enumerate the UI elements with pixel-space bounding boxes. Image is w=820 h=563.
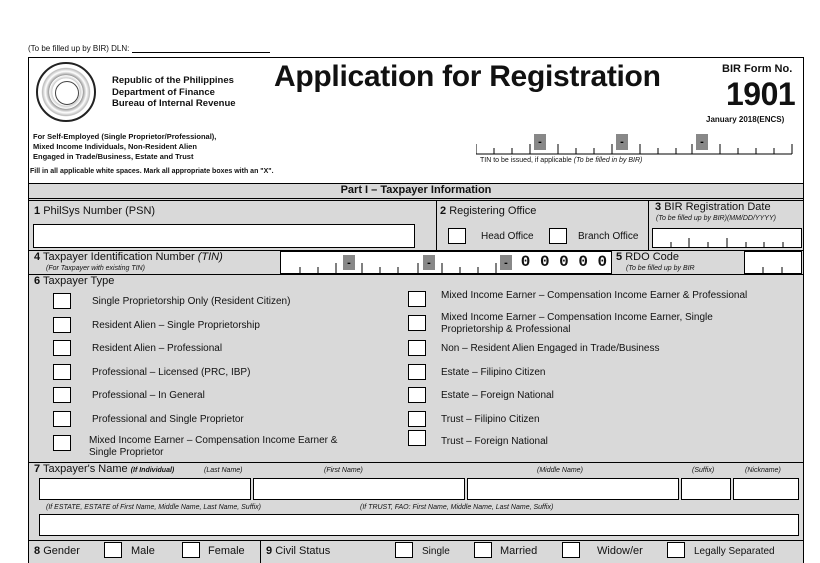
type-checkbox[interactable] [53,293,71,309]
divider [29,540,803,541]
branch-digit: 0 [578,253,588,271]
issued-tin-cells[interactable] [476,130,794,156]
type-checkbox[interactable] [408,430,426,446]
field-label: Taxpayer Identification Number [42,251,195,263]
tin-note: (For Taxpayer with existing TIN) [46,265,145,272]
applicability-line: Engaged in Trade/Business, Estate and Trust [33,152,194,161]
branch-digit: 0 [597,253,608,271]
svg-text:-: - [504,257,508,269]
form-label: BIR Form No. [722,63,793,75]
type-option: Trust – Foreign National [441,436,548,447]
field-label: BIR Registration Date [664,201,771,213]
gender-label [34,545,80,557]
branch-office-label: Branch Office [578,231,639,242]
field-number: 5 [616,251,623,263]
svg-text:-: - [700,136,704,148]
type-option: Non – Resident Alien Engaged in Trade/Business [441,343,660,354]
type-checkbox[interactable] [53,317,71,333]
type-option: Estate – Foreign National [441,390,554,401]
single-checkbox[interactable] [395,542,413,558]
branch-digit: 0 [559,253,569,271]
type-checkbox[interactable] [408,364,426,380]
type-option: Professional – Licensed (PRC, IBP) [92,367,251,378]
male-label: Male [131,545,155,557]
female-label: Female [208,545,245,557]
male-checkbox[interactable] [104,542,122,558]
type-option: Single Proprietorship Only (Resident Citizen) [92,296,291,307]
part1-title: Part I – Taxpayer Information [29,183,803,199]
field-qualifier: (If Individual) [130,467,175,474]
widow-checkbox[interactable] [562,542,580,558]
org-line: Republic of the Philippines [112,75,234,86]
estate-trust-name-input[interactable] [39,514,799,536]
middle-name-caption: (Middle Name) [537,467,583,474]
svg-text:-: - [427,257,431,269]
psn-label [34,205,155,217]
rdo-label [616,251,679,263]
tin-issued-caption [480,157,642,164]
field-label: Taxpayer's Name [42,463,128,475]
org-line: Department of Finance [112,86,215,98]
type-checkbox[interactable] [408,340,426,356]
divider [436,200,437,250]
field-number: 9 [266,545,273,557]
applicability-line: Mixed Income Individuals, Non-Resident Alien [33,142,197,151]
type-checkbox[interactable] [53,387,71,403]
dln-label: (To be filled up by BIR) DLN: [28,44,130,53]
nickname-input[interactable] [733,478,799,500]
branch-code-digits [516,253,612,273]
field-label: Registering Office [449,205,537,217]
type-option: Estate – Filipino Citizen [441,367,546,378]
legally-separated-checkbox[interactable] [667,542,685,558]
psn-input[interactable] [33,224,415,248]
field-number: 4 [34,251,41,263]
type-option: Professional – In General [92,390,205,401]
field-label-abbr: (TIN) [197,251,223,263]
type-option [441,312,713,336]
reg-date-note: (To be filled up by BIR)(MM/DD/YYYY) [656,215,776,222]
svg-text:-: - [620,136,624,148]
field-label: Civil Status [275,545,331,557]
org-line: Bureau of Internal Revenue [112,98,236,109]
suffix-caption: (Suffix) [692,467,715,474]
dln-field [28,44,328,53]
type-checkbox[interactable] [53,411,71,427]
form-number: 1901 [726,76,796,112]
trust-caption: (If TRUST, FAO: First Name, Middle Name, Last Name, Suffix) [360,504,554,511]
field-number: 8 [34,545,41,557]
form-date: January 2018(ENCS) [706,115,785,124]
legally-separated-label: Legally Separated [694,546,775,557]
type-checkbox[interactable] [53,435,71,451]
head-office-label: Head Office [481,231,534,242]
single-label: Single [422,546,450,557]
svg-text:-: - [347,257,351,269]
field-number: 2 [440,205,447,217]
type-option: Mixed Income Earner – Compensation Income Earner & Professional [441,290,748,301]
applicability-note [33,132,216,162]
taxpayer-name-label [34,463,174,475]
tin-label [34,251,223,263]
divider [29,274,803,275]
rdo-ticks [744,251,802,274]
taxpayer-type-label [34,275,114,287]
branch-digit: 0 [520,253,531,271]
type-checkbox[interactable] [408,291,426,307]
field-number: 1 [34,205,41,217]
tin-caption-text: TIN to be issued, if applicable [480,157,572,164]
type-option: Resident Alien – Single Proprietorship [92,320,260,331]
type-option: Trust – Filipino Citizen [441,414,540,425]
type-option: Professional and Single Proprietor [92,414,244,425]
field-label: Gender [43,545,80,557]
type-checkbox[interactable] [408,411,426,427]
first-name-input[interactable] [253,478,465,500]
reg-date-ticks [652,228,802,248]
married-label: Married [500,545,538,557]
applicability-line: For Self-Employed (Single Proprietor/Professional), [33,132,217,141]
last-name-caption: (Last Name) [204,467,243,474]
divider [648,200,649,250]
nickname-caption: (Nickname) [745,467,781,474]
dln-input[interactable] [132,45,270,53]
type-option-line: Mixed Income Earner – Compensation Income Earner, Single [441,312,713,323]
field-label: RDO Code [625,251,679,263]
widow-label: Widow/er [597,545,643,557]
type-option-line: Mixed Income Earner – Compensation Income Earner & [89,435,338,446]
married-checkbox[interactable] [474,542,492,558]
field-number: 3 [655,201,662,213]
reg-date-label [655,201,771,213]
field-label: Taxpayer Type [42,275,115,287]
field-number: 7 [34,463,41,475]
middle-name-input[interactable] [467,478,679,500]
last-name-input[interactable] [39,478,251,500]
type-option: Resident Alien – Professional [92,343,223,354]
type-option-line: Single Proprietor [89,447,164,458]
type-option-line: Proprietorship & Professional [441,324,571,335]
bir-seal-icon [36,62,96,122]
type-checkbox[interactable] [408,387,426,403]
registering-office-label [440,205,536,217]
type-checkbox[interactable] [53,364,71,380]
fill-instructions: Fill in all applicable white spaces. Mark all appropriate boxes with an "X". [30,168,274,175]
svg-text:-: - [538,136,542,148]
type-option [89,435,337,459]
divider [260,540,261,563]
tin-caption-note: (To be filled in by BIR) [573,157,643,164]
type-checkbox[interactable] [53,340,71,356]
field-label: PhilSys Number (PSN) [43,205,156,217]
first-name-caption: (First Name) [324,467,363,474]
female-checkbox[interactable] [182,542,200,558]
branch-digit: 0 [539,253,550,271]
field-number: 6 [34,275,41,287]
suffix-input[interactable] [681,478,731,500]
head-office-checkbox[interactable] [448,228,466,244]
branch-office-checkbox[interactable] [549,228,567,244]
type-checkbox[interactable] [408,315,426,331]
rdo-note: (To be filled up by BIR [626,265,695,272]
civil-status-label [266,545,330,557]
estate-caption: (If ESTATE, ESTATE of First Name, Middle Name, Last Name, Suffix) [46,504,261,511]
page-title: Application for Registration [274,60,661,93]
org-block [112,75,236,110]
